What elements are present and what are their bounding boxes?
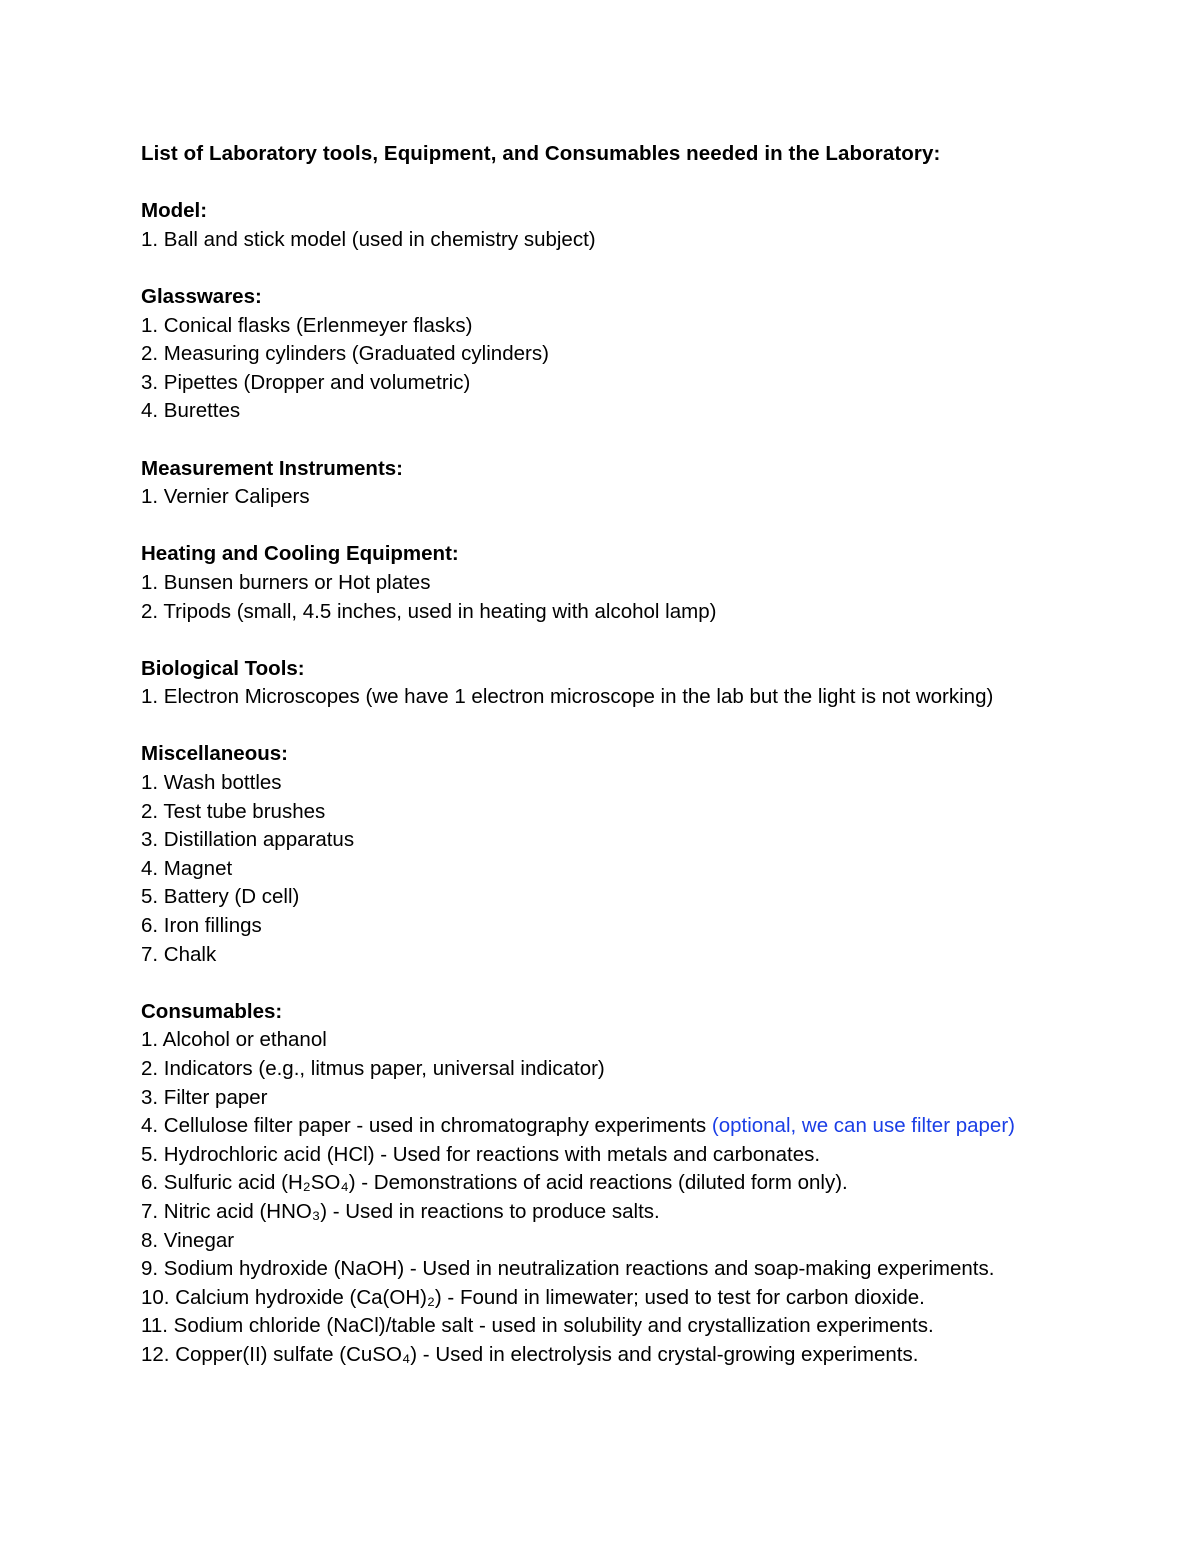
- list-item: 1. Ball and stick model (used in chemistry subject): [141, 227, 596, 251]
- section-glasswares: [141, 283, 1041, 426]
- list-item-with-note: [141, 1112, 1041, 1141]
- list-item: 4. Magnet: [141, 856, 233, 880]
- optional-note: (optional, we can use filter paper): [711, 1114, 1015, 1138]
- section-heading: Consumables:: [141, 999, 283, 1023]
- section-consumables: [141, 998, 1041, 1370]
- section-measurement-instruments: [141, 455, 1041, 512]
- list-item: 1. Wash bottles: [141, 771, 282, 795]
- section-heading: Measurement Instruments:: [141, 456, 404, 480]
- section-heading: Miscellaneous:: [141, 742, 288, 766]
- list-item: 11. Sodium chloride (NaCl)/table salt - used in solubility and crystallization experiments.: [141, 1314, 934, 1338]
- list-item: 7. Chalk: [141, 942, 217, 966]
- list-item: 5. Battery (D cell): [141, 885, 300, 909]
- list-item: 10. Calcium hydroxide (Ca(OH)₂) - Found in limewater; used to test for carbon dioxide.: [141, 1285, 925, 1309]
- document-title: List of Laboratory tools, Equipment, and Consumables needed in the Laboratory:: [141, 142, 941, 165]
- list-item: 1. Conical flasks (Erlenmeyer flasks): [141, 313, 473, 337]
- list-item: 2. Measuring cylinders (Graduated cylinders): [141, 342, 549, 366]
- list-item: 1. Alcohol or ethanol: [141, 1028, 327, 1052]
- section-miscellaneous: [141, 740, 1041, 969]
- list-item: 1. Bunsen burners or Hot plates: [141, 570, 431, 594]
- document-page: [141, 140, 1041, 1370]
- list-item: 2. Tripods (small, 4.5 inches, used in heating with alcohol lamp): [141, 599, 717, 623]
- list-item: 1. Electron Microscopes (we have 1 electron microscope in the lab but the light is not working): [141, 685, 994, 709]
- list-item: 5. Hydrochloric acid (HCl) - Used for reactions with metals and carbonates.: [141, 1142, 821, 1166]
- list-item: 4. Burettes: [141, 399, 241, 423]
- list-item-text: 4. Cellulose filter paper - used in chromatography experiments: [141, 1114, 712, 1138]
- section-heating-cooling: [141, 540, 1041, 626]
- list-item: 3. Distillation apparatus: [141, 828, 355, 852]
- section-biological-tools: [141, 655, 1041, 712]
- section-heading: Heating and Cooling Equipment:: [141, 542, 459, 566]
- list-item: 6. Sulfuric acid (H₂SO₄) - Demonstrations of acid reactions (diluted form only).: [141, 1171, 848, 1195]
- section-heading: Model:: [141, 199, 208, 223]
- list-item: 12. Copper(II) sulfate (CuSO₄) - Used in electrolysis and crystal-growing experiments.: [141, 1342, 919, 1366]
- list-item: 6. Iron fillings: [141, 914, 262, 938]
- list-item: 8. Vinegar: [141, 1228, 235, 1252]
- list-item: 3. Pipettes (Dropper and volumetric): [141, 370, 471, 394]
- list-item: 7. Nitric acid (HNO₃) - Used in reactions to produce salts.: [141, 1199, 660, 1223]
- list-item: 3. Filter paper: [141, 1085, 268, 1109]
- section-model: [141, 197, 1041, 254]
- section-heading: Glasswares:: [141, 284, 262, 308]
- section-heading: Biological Tools:: [141, 656, 305, 680]
- list-item: 2. Indicators (e.g., litmus paper, universal indicator): [141, 1057, 605, 1080]
- list-item: 2. Test tube brushes: [141, 799, 326, 823]
- list-item: 1. Vernier Calipers: [141, 485, 310, 509]
- list-item: 9. Sodium hydroxide (NaOH) - Used in neutralization reactions and soap-making experiments.: [141, 1257, 995, 1281]
